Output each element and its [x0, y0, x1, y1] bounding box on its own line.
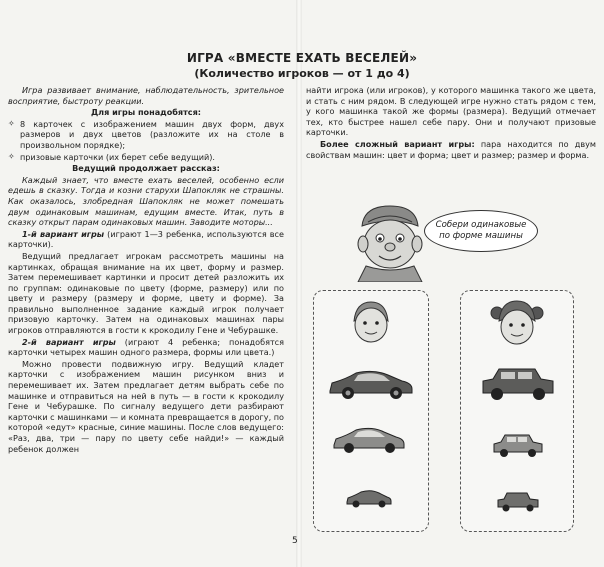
small-sedan-car-icon	[344, 487, 394, 509]
large-sedan-car-icon	[326, 365, 416, 401]
need-item-2: ✧ призовые карточки (их берет себе ведущий).	[8, 152, 284, 163]
intro-text: Игра развивает внимание, наблюдательность, зрительное восприятие, быстроту реакции.	[8, 85, 284, 106]
story-heading: Ведущий продолжает рассказ:	[72, 163, 220, 174]
left-column	[8, 85, 284, 455]
need-heading: Для игры понадобятся:	[90, 107, 202, 118]
story-text: Каждый знает, что вместе ехать веселей, особенно если едешь в сказку. Тогда и козни старухи Шапокляк не страшны. Как оказалось, злобредная Шапокляк не может помешать двум одинаковым машинам, едущим вместе. Итак, путь в сказку открыт парам одинаковых машин. Заводите моторы...	[8, 174, 284, 228]
girl-face-icon	[489, 297, 545, 347]
speech-bubble	[424, 210, 538, 252]
medium-sedan-car-icon	[330, 423, 408, 455]
medium-suv-car-icon	[491, 431, 545, 459]
boy-head-illustration	[352, 200, 428, 282]
page-subtitle: (Количество игроков — от 1 до 4)	[194, 67, 410, 80]
variant1-label: 1-й вариант игры	[22, 228, 105, 239]
hard-variant	[306, 139, 596, 160]
continuation-text: найти игрока (или игроков), у которого машинка такого же цвета, и стать с ним рядом. В следующей игре нужно стать рядом с тем, у кого машинка такой же формы (размера). Ведущий отмечает тех, кто быстрее нашел себе пару. Они и получают призовые карточки.	[306, 85, 596, 138]
need-item-1: ✧ 8 карточек с изображением машин двух форм, двух размеров и двух цветов (разложите их на столе в произвольном порядке);	[8, 119, 284, 151]
boy-card-panel	[313, 290, 429, 532]
girl-card-panel	[460, 290, 574, 532]
variant2-text: Можно провести подвижную игру. Ведущий кладет карточки с изображением машин рисунком вниз и перемешивает их. Затем предлагает детям выбрать себе по машинке и отправиться на ней в путь — в гости к крокодилу Гене и Чебурашке. По сигналу ведущего дети разбирают карточки с машинками — и комната превращается в дорогу, по которой «едут» красные, синие машины. После слов ведущего: «Раз, два, три — пару по цвету себе найди!» — каждый ребенок должен	[8, 358, 284, 454]
page-title: ИГРА «ВМЕСТЕ ЕХАТЬ ВЕСЕЛЕЙ»	[186, 51, 418, 65]
variant2-label: 2-й вариант игры	[22, 336, 116, 347]
hard-variant-label: Более сложный вариант игры:	[320, 138, 475, 149]
speech-line-2: по форме машины	[439, 231, 523, 241]
speech-line-1: Собери одинаковые	[435, 220, 527, 230]
variant2-intro	[8, 337, 284, 358]
large-suv-car-icon	[479, 363, 557, 403]
small-suv-car-icon	[495, 489, 541, 513]
boy-face-icon	[348, 299, 394, 345]
hard-variant-rest: пара находится по двум свойствам машин: цвет и форма; цвет и размер; размер и форма.	[306, 138, 596, 160]
book-gutter	[296, 0, 302, 567]
variant1-rest: (играют 1—3 ребенка, используются все карточки).	[8, 228, 284, 250]
variant2-rest: (играют 4 ребенка; понадобятся карточки четырех машин одного размера, формы или цвета.)	[8, 336, 284, 358]
variant1-text: Ведущий предлагает игрокам рассмотреть машины на картинках, обращая внимание на их цвет, форму и размер. Затем перемешивает картинки и просит детей разложить их по группам: одинаковые по цвету (форме, размеру) или по цвету и размеру (размеру и форме, цвету и форме). За правильно выполненное задание каждый игрок получает призовую карточку. Затем на одинаковых машинах пары игроков отправляются в гости к крокодилу Гене и Чебурашке.	[8, 250, 284, 336]
right-column	[306, 85, 596, 161]
variant1-intro	[8, 229, 284, 250]
page-number: 5	[292, 536, 298, 546]
